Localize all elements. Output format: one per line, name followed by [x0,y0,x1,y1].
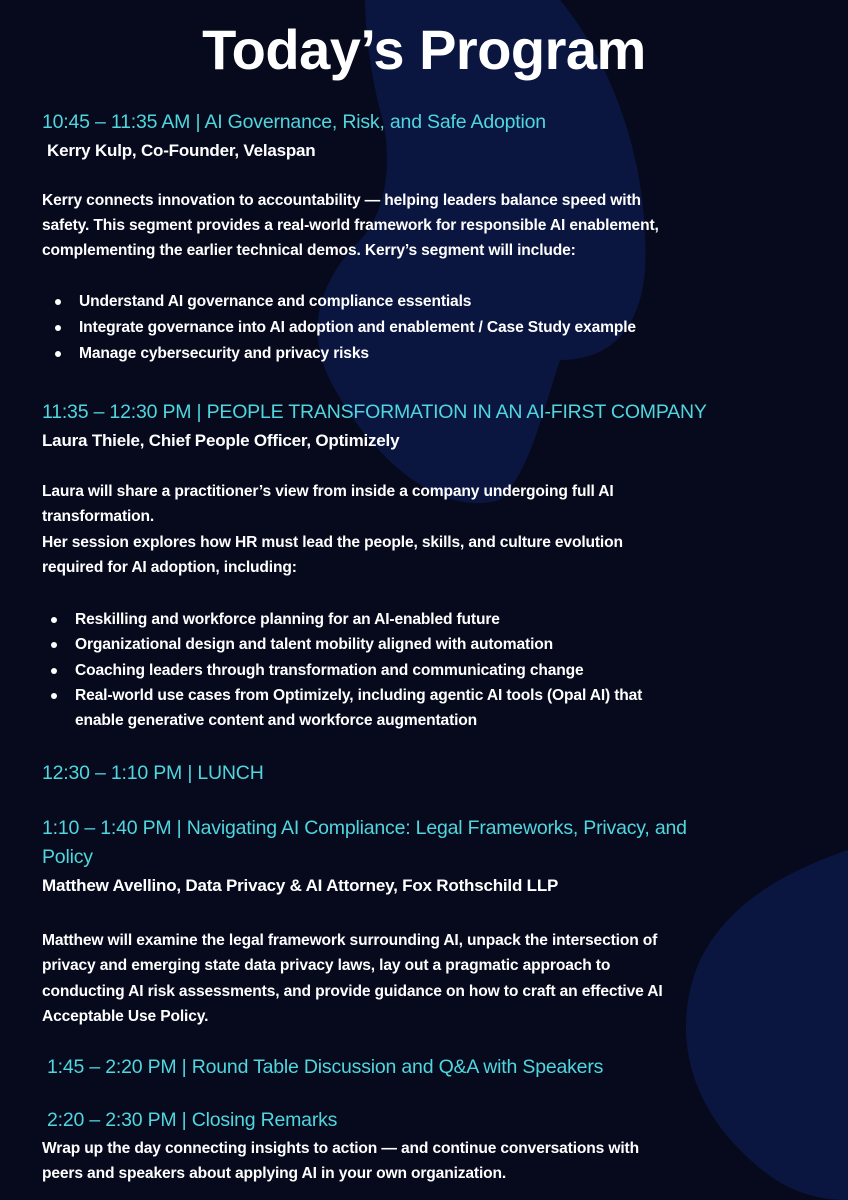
session-2-speaker: Laura Thiele, Chief People Officer, Optimizely [42,431,400,450]
session-2-description: required for AI adoption, including: [42,559,297,576]
list-item: Organizational design and talent mobility aligned with automation [75,636,554,653]
closing-description: Wrap up the day connecting insights to action — and continue conversations with [42,1140,639,1157]
list-item: Understand AI governance and compliance essentials [79,293,472,310]
session-4-heading: 1:10 – 1:40 PM | Navigating AI Compliance: Legal Frameworks, Privacy, and [42,817,687,839]
session-4-speaker: Matthew Avellino, Data Privacy & AI Attorney, Fox Rothschild LLP [42,876,559,895]
bullet-icon [55,325,61,331]
bullet-icon [55,299,61,305]
background-blob-bottom [686,850,848,1200]
session-2-description: transformation. [42,508,155,525]
session-1-description: complementing the earlier technical demos. Kerry’s segment will include: [42,242,576,259]
bullet-icon [51,668,57,674]
list-item: Real-world use cases from Optimizely, including agentic AI tools (Opal AI) that [75,687,643,704]
list-item-continuation: enable generative content and workforce augmentation [75,712,478,729]
round-table-heading: 1:45 – 2:20 PM | Round Table Discussion and Q&A with Speakers [47,1056,604,1078]
session-1-speaker: Kerry Kulp, Co-Founder, Velaspan [47,141,316,160]
list-item: Reskilling and workforce planning for an AI-enabled future [75,611,500,628]
page-title: Today’s Program [202,18,646,81]
closing-heading: 2:20 – 2:30 PM | Closing Remarks [47,1109,338,1131]
session-4-description: privacy and emerging state data privacy laws, lay out a pragmatic approach to [42,957,611,974]
list-item: Manage cybersecurity and privacy risks [79,345,369,362]
session-1-description: safety. This segment provides a real-world framework for responsible AI enablement, [42,217,659,234]
session-2-description: Her session explores how HR must lead the people, skills, and culture evolution [42,534,623,551]
session-2-heading: 11:35 – 12:30 PM | PEOPLE TRANSFORMATION IN AN AI-FIRST COMPANY [42,401,707,423]
session-2-description: Laura will share a practitioner’s view from inside a company undergoing full AI [42,483,614,500]
bullet-icon [51,617,57,623]
closing-description: peers and speakers about applying AI in your own organization. [42,1165,507,1182]
list-item: Integrate governance into AI adoption and enablement / Case Study example [79,319,636,336]
session-4-description: Acceptable Use Policy. [42,1008,209,1025]
lunch-heading: 12:30 – 1:10 PM | LUNCH [42,762,264,784]
session-4-description: conducting AI risk assessments, and provide guidance on how to craft an effective AI [42,983,663,1000]
session-1-description: Kerry connects innovation to accountability — helping leaders balance speed with [42,192,641,209]
session-4-heading: Policy [42,846,93,868]
bullet-icon [55,351,61,357]
bullet-icon [51,693,57,699]
list-item: Coaching leaders through transformation and communicating change [75,662,584,679]
session-4-description: Matthew will examine the legal framework surrounding AI, unpack the intersection of [42,932,658,949]
session-1-heading: 10:45 – 11:35 AM | AI Governance, Risk, and Safe Adoption [42,111,546,133]
bullet-icon [51,642,57,648]
